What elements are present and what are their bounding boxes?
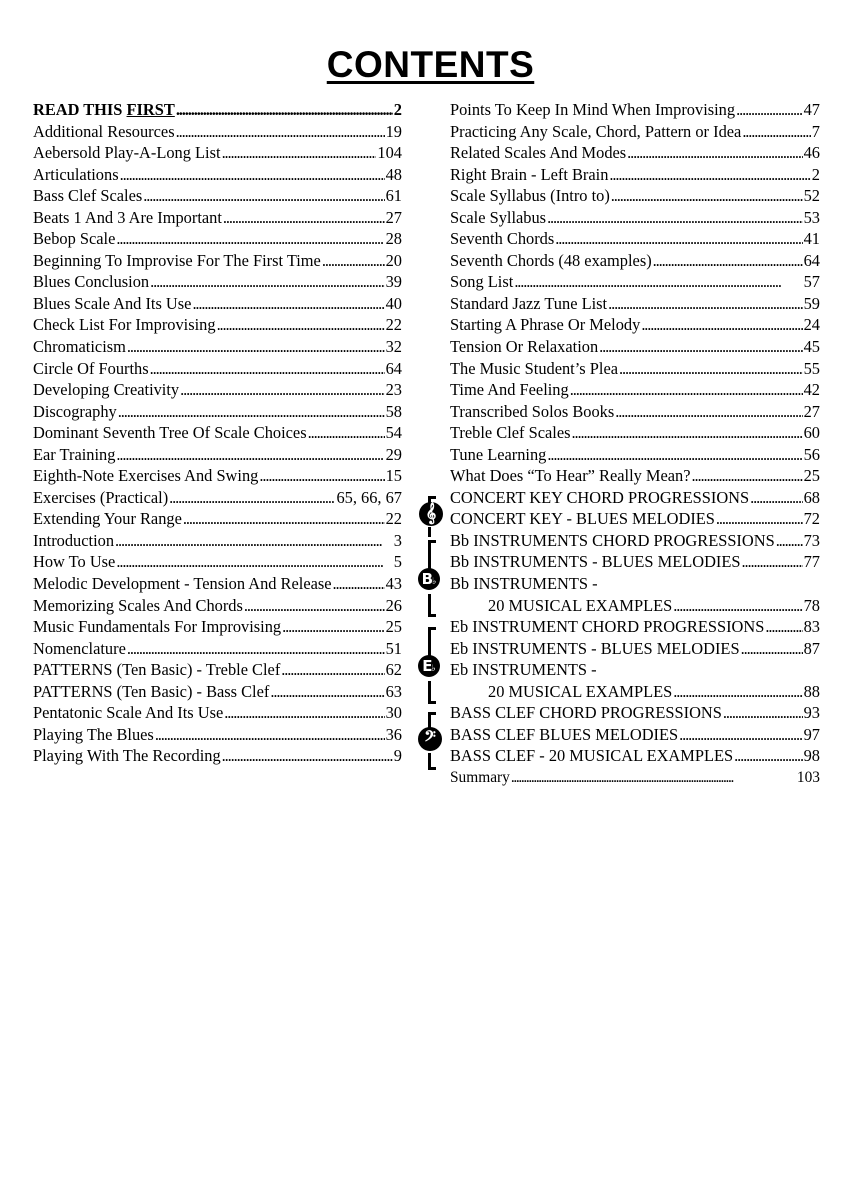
toc-entry-title: Playing The Blues [33,724,154,744]
dot-leader [750,487,803,509]
dot-leader [333,573,385,595]
dot-leader [322,250,385,272]
toc-entry-page: 27 [385,207,402,227]
toc-entry-page: 25 [385,617,402,637]
toc-entry-page: 87 [803,638,820,658]
toc-entry-page: 56 [803,444,820,464]
toc-entry [33,573,402,595]
dot-leader [120,164,385,186]
toc-entry-page: 72 [803,509,820,529]
dot-leader [742,121,810,143]
toc-entry [450,142,820,164]
toc-entry [33,142,402,164]
toc-entry-title: Bass Clef Scales [33,186,143,206]
toc-entry-title: Developing Creativity [33,380,180,400]
toc-entry-page: 45 [803,337,820,357]
toc-entry-title: Tune Learning [450,444,547,464]
eb-bracket-top [428,627,436,658]
dot-leader [511,767,796,789]
dot-leader [176,121,385,143]
toc-entry [33,745,402,767]
toc-entry-title: Eb INSTRUMENT CHORD PROGRESSIONS [450,617,765,637]
toc-entry [33,530,402,552]
toc-entry-page: 58 [385,401,402,421]
toc-entry-title: Bb INSTRUMENTS CHORD PROGRESSIONS [450,530,775,550]
contents-column-right [450,99,820,789]
toc-entry-page: 52 [803,186,820,206]
toc-entry [450,616,820,638]
toc-entry-title: Articulations [33,164,119,184]
dot-leader [244,595,385,617]
toc-entry-page: 42 [803,380,820,400]
dot-leader [547,444,802,466]
dot-leader [736,99,803,121]
toc-entry [33,638,402,660]
toc-entry-title: The Music Student’s Plea [450,358,618,378]
toc-entry [450,358,820,380]
dot-leader [571,422,802,444]
toc-entry [33,271,402,293]
toc-entry-title: Right Brain - Left Brain [450,164,609,184]
toc-entry-page: 73 [803,530,820,550]
toc-entry-title: READ THIS FIRST [33,100,175,119]
dot-leader [765,616,802,638]
toc-entry [450,228,820,250]
toc-entry-title: Seventh Chords (48 examples) [450,250,652,270]
toc-entry-title: Beats 1 And 3 Are Important [33,207,222,227]
toc-entry [33,551,402,573]
toc-entry-page: 30 [385,703,402,723]
toc-entry-page: 27 [803,401,820,421]
toc-entry-title: Treble Clef Scales [450,423,571,443]
toc-entry-page: 59 [803,293,820,313]
toc-entry [450,121,820,143]
toc-entry-page: 9 [393,746,402,766]
toc-entry-title: Seventh Chords [450,229,555,249]
toc-entry-page: 36 [385,724,402,744]
toc-entry [33,702,402,724]
toc-entry-page: 98 [803,746,820,766]
toc-entry [450,379,820,401]
dot-leader [270,681,384,703]
dot-leader [723,702,803,724]
toc-entry-title: Additional Resources [33,121,175,141]
toc-entry [33,358,402,380]
dot-leader [673,595,802,617]
dot-leader [259,465,384,487]
e-flat-icon: E♭ [418,655,440,677]
toc-entry [33,659,402,681]
toc-entry-title: Scale Syllabus [450,207,547,227]
eb-bracket-bottom [428,681,436,704]
concert-bracket-bottom [428,527,436,537]
dot-leader [627,142,802,164]
toc-entry-page: 43 [385,574,402,594]
toc-entry-page: 24 [803,315,820,335]
dot-leader [742,551,803,573]
dot-leader [127,638,385,660]
dot-leader [282,616,384,638]
toc-entry-title: Nomenclature [33,638,126,658]
toc-entry-title: CONCERT KEY CHORD PROGRESSIONS [450,487,750,507]
toc-entry [33,444,402,466]
treble-clef-icon: 𝄞 [419,502,443,526]
toc-entry [450,551,820,573]
toc-entry-page: 65, 66, 67 [336,487,402,507]
toc-entry-title: Discography [33,401,117,421]
dot-leader [679,724,802,746]
toc-entry [450,508,820,530]
toc-entry-page: 19 [385,121,402,141]
toc-entry [450,336,820,358]
toc-entry [450,530,820,552]
dot-leader [155,724,385,746]
toc-entry [450,487,820,509]
toc-entry [450,595,820,617]
toc-entry [450,185,820,207]
toc-entry-title: Bb INSTRUMENTS - BLUES MELODIES [450,552,741,572]
dot-leader [611,185,803,207]
toc-entry-title: Tension Or Relaxation [450,337,599,357]
toc-entry-page: 57 [803,272,820,292]
dot-leader [127,336,385,358]
dot-leader [116,551,392,573]
toc-entry-title: Blues Scale And Its Use [33,293,192,313]
toc-entry-page: 5 [393,552,402,572]
dot-leader [776,530,803,552]
toc-entry [33,724,402,746]
dot-leader [609,164,810,186]
dot-leader [547,207,803,229]
toc-entry [33,207,402,229]
toc-entry-title: CONCERT KEY - BLUES MELODIES [450,509,715,529]
dot-leader [608,293,803,315]
toc-entry-title: Exercises (Practical) [33,487,169,507]
toc-entry-title: Playing With The Recording [33,746,221,766]
toc-entry-page: 60 [803,423,820,443]
toc-entry-title: How To Use [33,552,116,572]
toc-entry [33,314,402,336]
dot-leader [599,336,802,358]
bass-bracket-bottom [428,753,436,770]
toc-entry [450,659,820,681]
toc-entry-page: 64 [803,250,820,270]
toc-entry-page: 3 [393,530,402,550]
toc-entry [33,228,402,250]
toc-entry [33,616,402,638]
dot-leader [169,487,335,509]
toc-entry-page: 104 [377,143,402,163]
toc-entry-page: 26 [385,595,402,615]
toc-entry-title: BASS CLEF BLUES MELODIES [450,724,679,744]
dot-leader [115,530,393,552]
toc-entry-page: 15 [385,466,402,486]
toc-entry-page: 103 [796,768,820,786]
toc-entry-title: PATTERNS (Ten Basic) - Bass Clef [33,681,270,701]
toc-entry-title: Eighth-Note Exercises And Swing [33,466,259,486]
toc-entry [450,271,820,293]
toc-entry [450,422,820,444]
toc-entry-page: 83 [803,617,820,637]
toc-entry [450,293,820,315]
toc-entry-title: Circle Of Fourths [33,358,149,378]
toc-entry-page: 61 [385,186,402,206]
toc-entry-title: Melodic Development - Tension And Release [33,574,332,594]
toc-entry-page: 77 [803,552,820,572]
dot-leader [692,465,803,487]
toc-entry-title: BASS CLEF - 20 MUSICAL EXAMPLES [450,746,734,766]
dot-leader [176,99,393,121]
toc-entry-title: Dominant Seventh Tree Of Scale Choices [33,423,307,443]
toc-entry [33,379,402,401]
dot-leader [741,638,803,660]
dot-leader [619,358,803,380]
toc-entry-title: Memorizing Scales And Chords [33,595,243,615]
toc-entry-title: Blues Conclusion [33,272,150,292]
toc-entry-page: 7 [811,121,820,141]
toc-entry [33,164,402,186]
toc-entry [33,487,402,509]
toc-entry-title: Ear Training [33,444,116,464]
toc-entry-page: 64 [385,358,402,378]
toc-entry-title: What Does “To Hear” Really Mean? [450,466,691,486]
toc-entry-page: 22 [385,509,402,529]
toc-entry [33,595,402,617]
contents-column-left [33,99,402,767]
toc-entry [450,767,820,789]
toc-entry-title: Related Scales And Modes [450,143,627,163]
toc-entry-title: Chromaticism [33,337,126,357]
toc-entry-page: 97 [803,724,820,744]
toc-entry-page: 23 [385,380,402,400]
toc-entry-page: 51 [385,638,402,658]
toc-entry-title: Eb INSTRUMENTS - [450,660,597,680]
toc-entry-title: Introduction [33,530,115,550]
dot-leader [615,401,802,423]
toc-entry-page: 54 [385,423,402,443]
toc-entry-title: Scale Syllabus (Intro to) [450,186,610,206]
toc-entry-page: 55 [803,358,820,378]
toc-entry-page: 25 [803,466,820,486]
dot-leader [224,702,384,724]
toc-entry [33,508,402,530]
toc-entry [450,207,820,229]
toc-entry-title: PATTERNS (Ten Basic) - Treble Clef [33,660,281,680]
dot-leader [180,379,384,401]
toc-entry-page: 68 [803,487,820,507]
toc-entry [33,185,402,207]
dot-leader [217,314,385,336]
toc-entry [33,99,402,121]
dot-leader [183,508,385,530]
dot-leader [116,228,384,250]
toc-entry [33,293,402,315]
dot-leader [143,185,384,207]
dot-leader [223,207,385,229]
toc-entry [33,336,402,358]
dot-leader [116,444,384,466]
toc-entry-title: Practicing Any Scale, Chord, Pattern or Idea [450,121,742,141]
toc-entry [450,724,820,746]
toc-entry-page: 39 [385,272,402,292]
b-flat-icon: B♭ [418,568,440,590]
toc-entry [450,401,820,423]
toc-entry [33,681,402,703]
toc-entry-title: Points To Keep In Mind When Improvising [450,100,736,119]
toc-entry-title: Starting A Phrase Or Melody [450,315,641,335]
toc-entry [33,465,402,487]
toc-entry-title: Time And Feeling [450,380,569,400]
toc-entry-page: 28 [385,229,402,249]
toc-entry-page: 53 [803,207,820,227]
toc-entry-page: 41 [803,229,820,249]
toc-entry [33,422,402,444]
toc-entry-title: Summary [450,768,510,786]
toc-entry-page: 40 [385,293,402,313]
toc-entry [450,465,820,487]
dot-leader [222,745,393,767]
dot-leader [308,422,385,444]
toc-entry-page: 78 [803,595,820,615]
toc-entry-title: Bebop Scale [33,229,116,249]
dot-leader [222,142,377,164]
toc-entry [450,444,820,466]
toc-entry-title: 20 MUSICAL EXAMPLES [488,681,673,701]
toc-entry-title: Pentatonic Scale And Its Use [33,703,224,723]
dot-leader [514,271,802,293]
toc-entry-page: 47 [803,100,820,119]
toc-entry [450,702,820,724]
toc-entry-page: 2 [811,164,820,184]
toc-entry-title: Music Fundamentals For Improvising [33,617,282,637]
toc-entry [33,121,402,143]
dot-leader [641,314,802,336]
toc-entry-title: Standard Jazz Tune List [450,293,608,313]
toc-entry-page: 29 [385,444,402,464]
toc-entry [450,250,820,272]
toc-entry-title: Beginning To Improvise For The First Time [33,250,321,270]
page-title: CONTENTS [326,44,535,85]
toc-entry-title: BASS CLEF CHORD PROGRESSIONS [450,703,722,723]
toc-entry-page: 93 [803,703,820,723]
dot-leader [192,293,384,315]
bb-bracket-bottom [428,594,436,617]
toc-entry-page: 88 [803,681,820,701]
toc-entry-title: Bb INSTRUMENTS - [450,574,598,594]
dot-leader [716,508,803,530]
toc-entry-page: 2 [393,100,402,119]
toc-entry-title: Eb INSTRUMENTS - BLUES MELODIES [450,638,740,658]
toc-entry [450,99,820,121]
dot-leader [118,401,385,423]
toc-entry [450,745,820,767]
toc-entry [33,250,402,272]
toc-entry [450,681,820,703]
toc-entry-title: Song List [450,272,514,292]
toc-entry [450,638,820,660]
toc-entry [450,573,820,595]
toc-entry-title: Aebersold Play-A-Long List [33,143,221,163]
toc-entry-title: Extending Your Range [33,509,182,529]
toc-entry-page: 62 [385,660,402,680]
dot-leader [150,358,385,380]
toc-entry [450,314,820,336]
bass-clef-icon: 𝄢 [418,727,442,751]
bb-bracket-top [428,540,436,571]
toc-entry-page: 22 [385,315,402,335]
toc-entry-title: Transcribed Solos Books [450,401,615,421]
toc-entry [33,401,402,423]
dot-leader [653,250,803,272]
toc-entry-title: 20 MUSICAL EXAMPLES [488,595,673,615]
dot-leader [734,745,803,767]
dot-leader [570,379,803,401]
toc-entry-title: Check List For Improvising [33,315,216,335]
toc-entry-page: 20 [385,250,402,270]
toc-entry-page: 32 [385,337,402,357]
toc-entry-page: 63 [385,681,402,701]
toc-entry [450,164,820,186]
dot-leader [673,681,802,703]
dot-leader [281,659,384,681]
dot-leader [555,228,802,250]
toc-entry-page: 48 [385,164,402,184]
toc-entry-page: 46 [803,143,820,163]
dot-leader [150,271,385,293]
